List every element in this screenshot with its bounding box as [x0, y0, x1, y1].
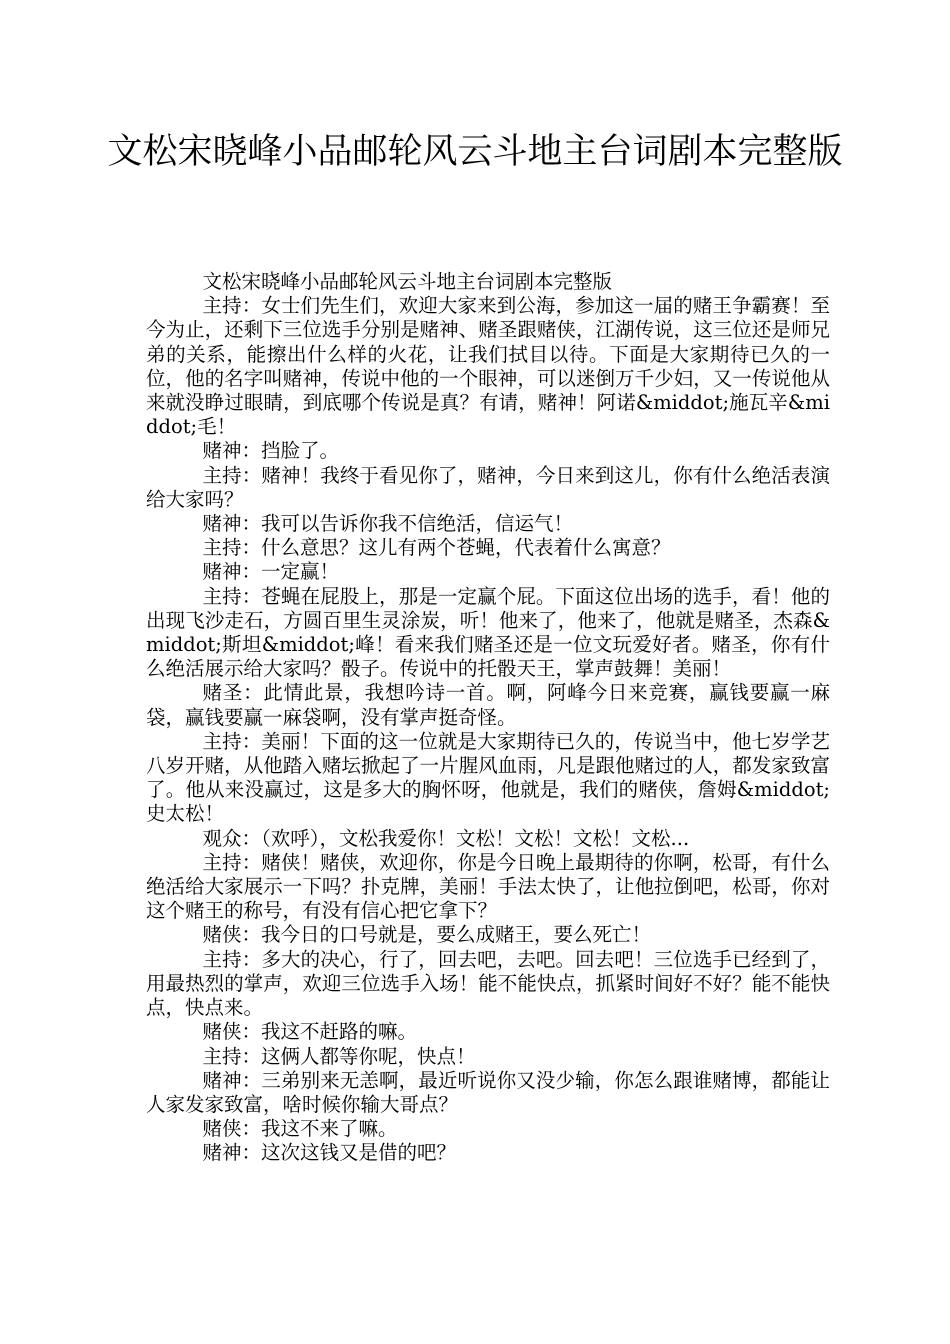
paragraph: 主持：多大的决心，行了，回去吧，去吧。回去吧！三位选手已经到了，用最热烈的掌声，欢迎三位选手入场！能不能快点，抓紧时间好不好？能不能快点，快点来。 [146, 947, 830, 1020]
paragraph: 主持：赌神！我终于看见你了，赌神，今日来到这儿，你有什么绝活表演给大家吗？ [146, 463, 830, 511]
paragraph: 赌侠：我今日的口号就是，要么成赌王，要么死亡！ [202, 923, 652, 947]
paragraph: 赌圣：此情此景，我想吟诗一首。啊，阿峰今日来竞赛，赢钱要赢一麻袋，赢钱要赢一麻袋啊，没有掌声挺奇怪。 [146, 681, 830, 729]
paragraph: 赌神：三弟别来无恙啊，最近听说你又没少输，你怎么跟谁赌博，都能让人家发家致富，啥时候你输大哥点？ [146, 1068, 830, 1116]
paragraph: 赌侠：我这不赶路的嘛。 [202, 1020, 418, 1044]
paragraph: 主持：什么意思？这儿有两个苍蝇，代表着什么寓意？ [202, 536, 671, 560]
paragraph: 主持：赌侠！赌侠，欢迎你，你是今日晚上最期待的你啊，松哥，有什么绝活给大家展示一下吗？扑克牌，美丽！手法太快了，让他拉倒吧，松哥，你对这个赌王的称号，有没有信心把它拿下？ [146, 850, 830, 923]
paragraph: 赌侠：我这不来了嘛。 [202, 1117, 398, 1141]
paragraph: 赌神：我可以告诉你我不信绝活，信运气！ [202, 512, 574, 536]
paragraph: 赌神：这次这钱又是借的吧？ [202, 1141, 457, 1165]
paragraph: 主持：苍蝇在屁股上，那是一定赢个屁。下面这位出场的选手，看！他的出现飞沙走石，方圆百里生灵涂炭，听！他来了，他来了，他就是赌圣，杰森&middot;斯坦&middot;峰！看来我们赌圣还是一位文玩爱好者。赌圣，你有什么绝活展示给大家吗？骰子。传说中的托骰天王，掌声鼓舞！美丽！ [146, 584, 830, 681]
paragraph: 观众：（欢呼），文松我爱你！文松！文松！文松！文松... [202, 826, 690, 850]
document-body [146, 270, 830, 1166]
paragraph: 文松宋晓峰小品邮轮风云斗地主台词剧本完整版 [202, 270, 613, 293]
paragraph: 主持：美丽！下面的这一位就是大家期待已久的，传说当中，他七岁学艺八岁开赌，从他踏入赌坛掀起了一片腥风血雨，凡是跟他赌过的人，都发家致富了。他从来没赢过，这是多大的胸怀呀，他就是，我们的赌侠，詹姆&middot;史太松！ [146, 729, 830, 826]
document-title: 文松宋晓峰小品邮轮风云斗地主台词剧本完整版 [107, 132, 843, 172]
paragraph: 赌神：一定赢！ [202, 560, 340, 584]
paragraph: 主持：女士们先生们，欢迎大家来到公海，参加这一届的赌王争霸赛！至今为止，还剩下三位选手分别是赌神、赌圣跟赌侠，江湖传说，这三位还是师兄弟的关系，能擦出什么样的火花，让我们拭目以待。下面是大家期待已久的一位，他的名字叫赌神，传说中他的一个眼神，可以迷倒万千少妇，又一传说他从来就没睁过眼睛，到底哪个传说是真？有请，赌神！阿诺&middot;施瓦辛&middot;毛！ [146, 294, 830, 439]
paragraph: 赌神：挡脸了。 [202, 439, 340, 463]
paragraph: 主持：这俩人都等你呢，快点！ [202, 1044, 476, 1068]
